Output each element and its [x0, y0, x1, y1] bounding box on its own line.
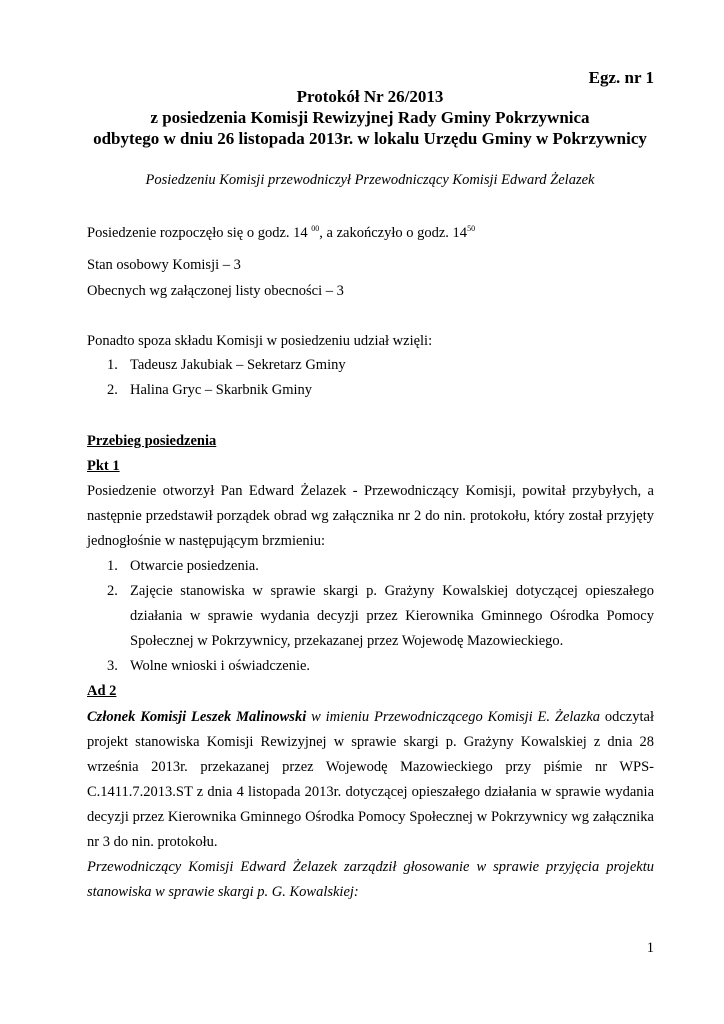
- meeting-times: [87, 224, 475, 242]
- list-item: 1. Otwarcie posiedzenia.: [107, 558, 259, 574]
- guests-list: [87, 353, 654, 403]
- list-item: 3. Wolne wnioski i oświadczenie.: [107, 658, 311, 674]
- page-number: 1: [646, 940, 654, 956]
- copy-number: Egz. nr 1: [588, 68, 654, 87]
- vote-paragraph: Przewodniczący Komisji Edward Żelazek zarządził głosowanie w sprawie przyjęcia projektu stanowiska w sprawie skargi p. G. Kowalskiej:: [87, 859, 654, 900]
- present-line: Obecnych wg załączonej listy obecności – 3: [87, 283, 344, 299]
- ad2-paragraph: [87, 705, 654, 855]
- title-line-2: z posiedzenia Komisji Rewizyjnej Rady Gminy Pokrzywnica: [150, 108, 590, 127]
- list-item: 2. Zajęcie stanowiska w sprawie skargi p. Grażyny Kowalskiej dotyczącej opieszałego działania w sprawie wydania decyzji przez Kierownika Gminnego Ośrodka Pomocy Społecznej w Pokrzywnicy, przekazanej przez Wojewodę Mazowieckiego.: [107, 583, 654, 649]
- on-behalf: w imieniu Przewodniczącego Komisji E. Żelazka: [306, 709, 601, 725]
- title-line-1: Protokół Nr 26/2013: [296, 87, 444, 106]
- pkt1-heading: Pkt 1: [87, 458, 120, 474]
- staff-line: Stan osobowy Komisji – 3: [87, 257, 241, 273]
- guests-intro: Ponadto spoza składu Komisji w posiedzeniu udział wzięli:: [87, 333, 433, 349]
- chair-line: Posiedzeniu Komisji przewodniczył Przewodniczący Komisji Edward Żelazek: [145, 172, 595, 188]
- list-item: 2. Halina Gryc – Skarbnik Gminy: [107, 382, 313, 398]
- agenda-list: [87, 554, 654, 679]
- times-prefix: Posiedzenie rozpoczęło się o godz. 14: [87, 224, 308, 241]
- ad2-heading: Ad 2: [87, 683, 117, 699]
- end-minutes: 50: [467, 224, 476, 233]
- document-title: [60, 86, 680, 149]
- list-item: 1. Tadeusz Jakubiak – Sekretarz Gminy: [107, 357, 346, 373]
- member-name: Członek Komisji Leszek Malinowski: [87, 709, 307, 725]
- section-title: Przebieg posiedzenia: [87, 433, 217, 449]
- times-middle: , a zakończyło o godz. 14: [319, 224, 468, 241]
- pkt1-paragraph: Posiedzenie otworzył Pan Edward Żelazek - Przewodniczący Komisji, powitał przybyłych, a następnie przedstawił porządek obrad wg załącznika nr 2 do nin. protokołu, który został przyjęty jednogłośnie w następującym brzmieniu:: [87, 483, 654, 549]
- ad2-text: odczytał projekt stanowiska Komisji Rewizyjnej w sprawie skargi p. Grażyny Kowalskiej z dnia 28 września 2013r. przekazanej przez Wojewodę Mazowieckiego przy piśmie nr WPS-C.1411.7.2013.ST z dnia 4 listopada 2013r. dotyczącej opieszałego działania w sprawie wydania decyzji przez Kierownika Gminnego Ośrodka Pomocy Społecznej w Pokrzywnicy wg załącznika nr 3 do nin. protokołu.: [87, 709, 654, 850]
- start-minutes: 00: [311, 224, 320, 233]
- title-line-3: odbytego w dniu 26 listopada 2013r. w lokalu Urzędu Gminy w Pokrzywnicy: [93, 129, 647, 148]
